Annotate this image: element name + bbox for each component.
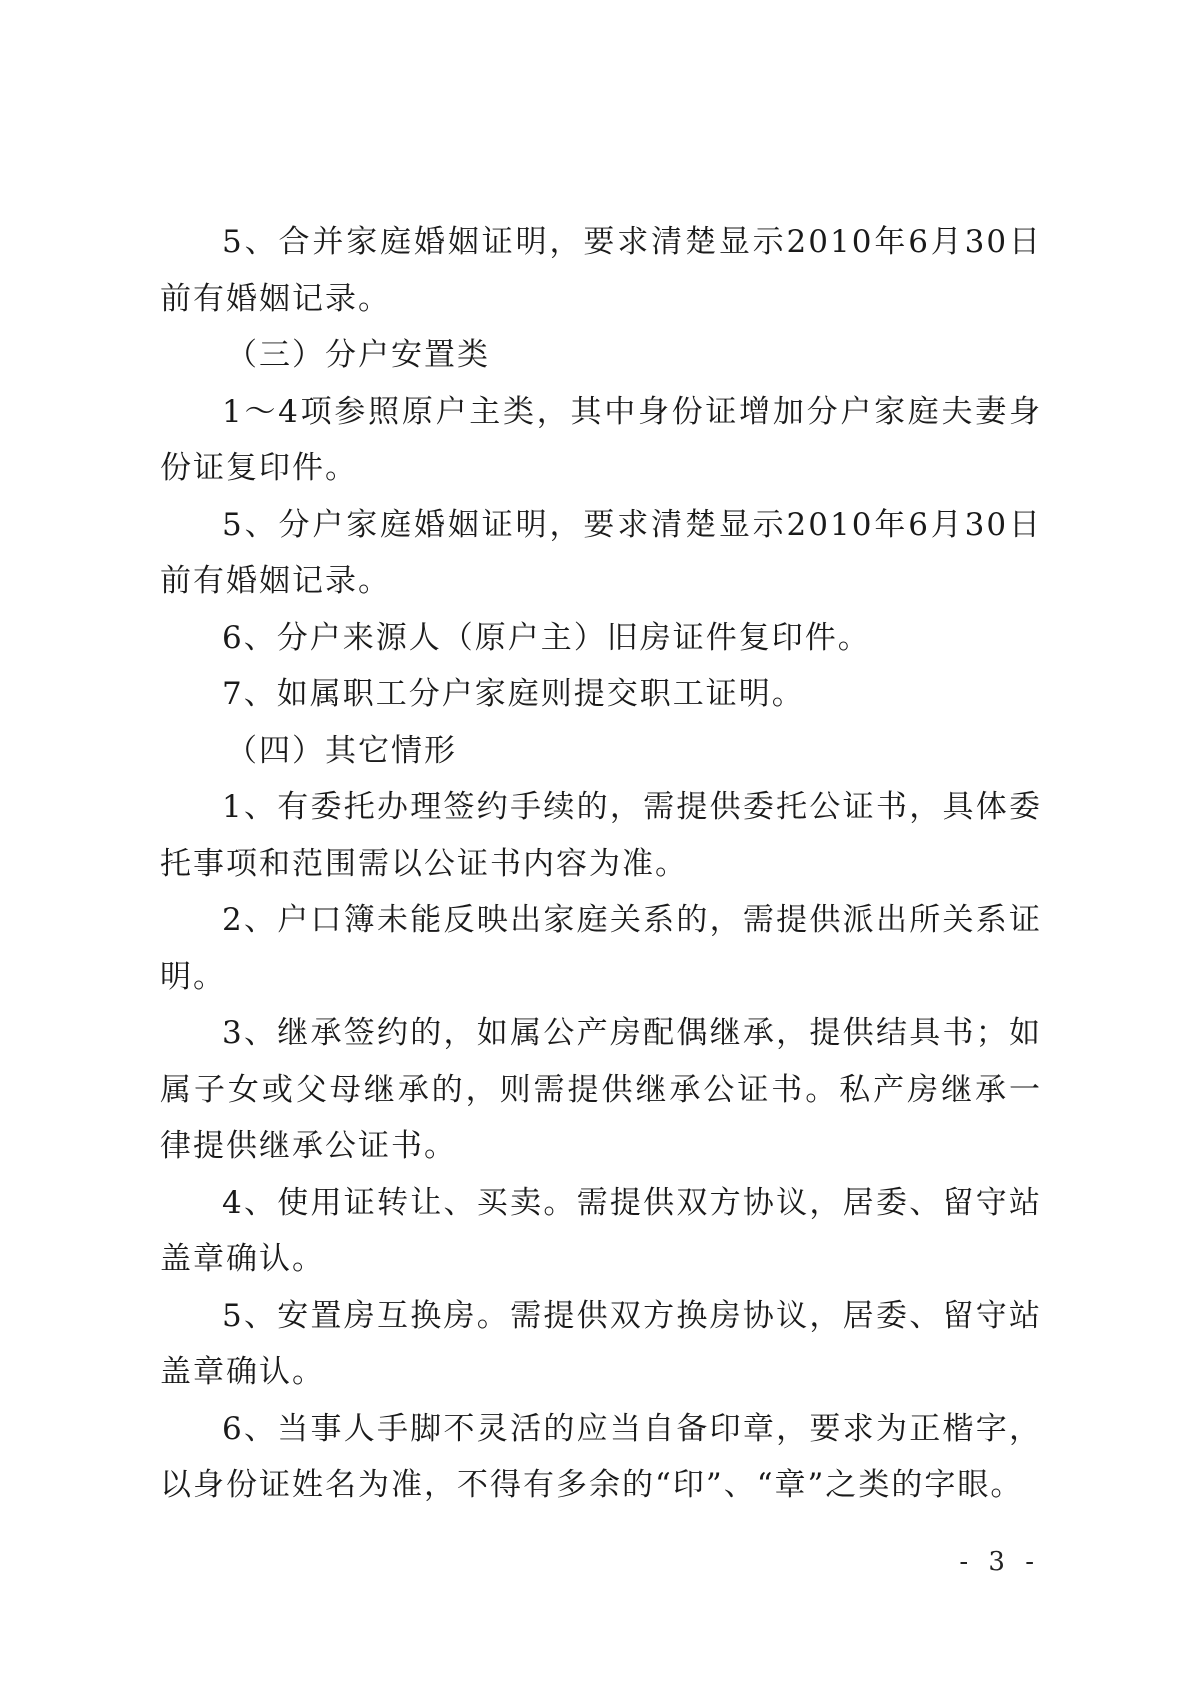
paragraph-merged-family-marriage: 5、合并家庭婚姻证明，要求清楚显示2010年6月30日前有婚姻记录。 [160,224,1042,317]
paragraph-personal-seal: 6、当事人手脚不灵活的应当自备印章，要求为正楷字，以身份证姓名为准，不得有多余的“印”、“章”之类的字眼。 [160,1410,1042,1503]
paragraph-housing-exchange: 5、安置房互换房。需提供双方换房协议，居委、留守站盖章确认。 [160,1297,1042,1390]
page-number: - 3 - [959,1547,1040,1577]
paragraph-split-family-marriage: 5、分户家庭婚姻证明，要求清楚显示2010年6月30日前有婚姻记录。 [160,506,1042,599]
paragraph-items-1-4-reference: 1～4项参照原户主类，其中身份证增加分户家庭夫妻身份证复印件。 [160,393,1042,486]
paragraph-employee-certificate: 7、如属职工分户家庭则提交职工证明。 [222,676,805,712]
paragraph-source-person-documents: 6、分户来源人（原户主）旧房证件复印件。 [222,619,871,656]
paragraph-household-register-proof: 2、户口簿未能反映出家庭关系的，需提供派出所关系证明。 [160,902,1042,995]
section-heading-other-situations: （四）其它情形 [226,732,457,769]
document-body [160,214,1042,1514]
paragraph-entrusted-notarization: 1、有委托办理签约手续的，需提供委托公证书，具体委托事项和范围需以公证书内容为准。 [160,789,1042,882]
paragraph-usage-certificate-transfer: 4、使用证转让、买卖。需提供双方协议，居委、留守站盖章确认。 [160,1184,1042,1277]
paragraph-inheritance-signing: 3、继承签约的，如属公产房配偶继承，提供结具书；如属子女或父母继承的，则需提供继承公证书。私产房继承一律提供继承公证书。 [160,1015,1042,1164]
section-heading-household-split: （三）分户安置类 [226,337,490,373]
